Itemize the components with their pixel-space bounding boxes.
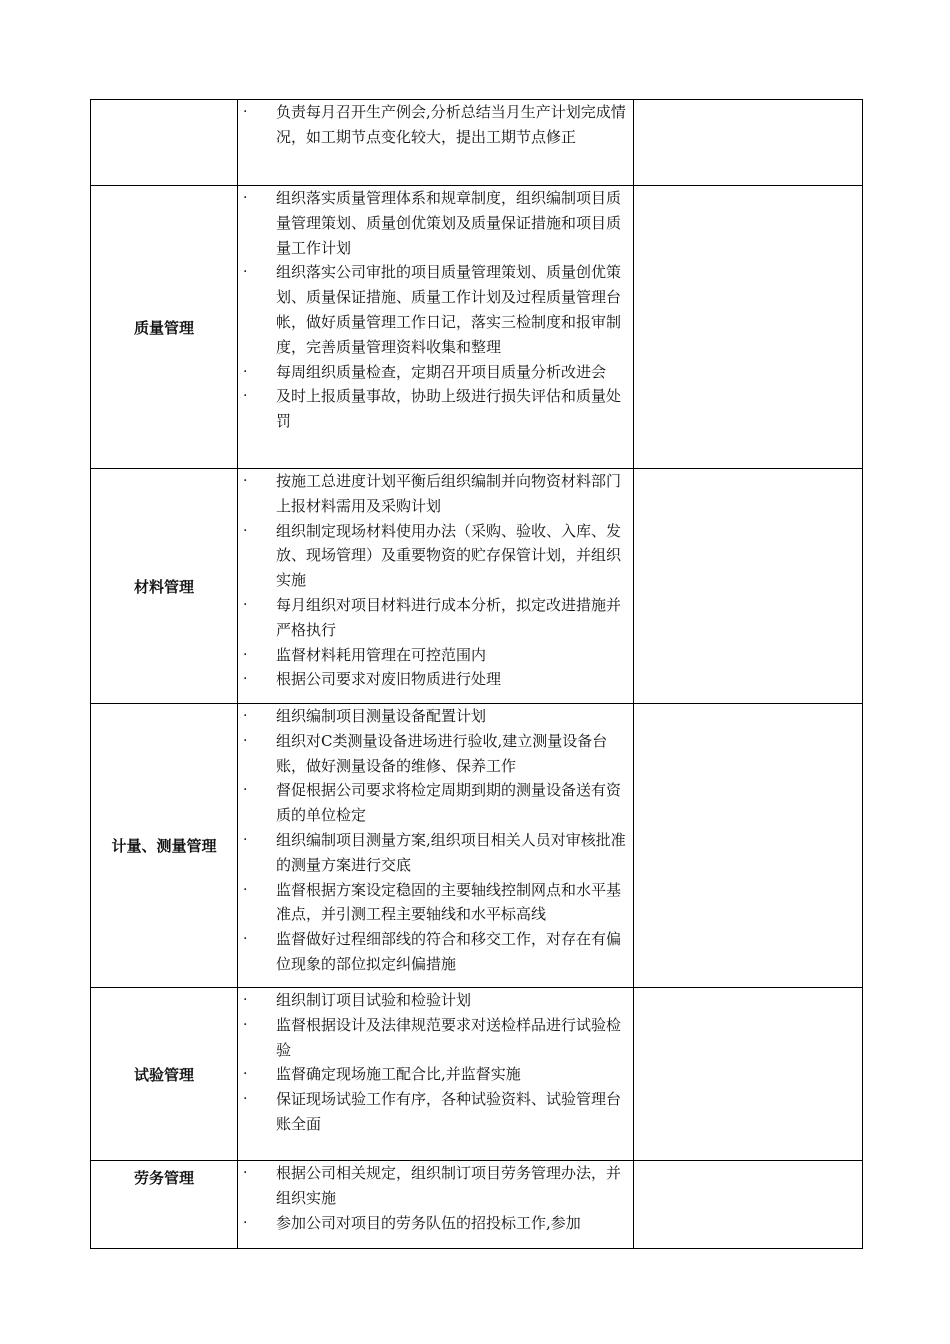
list-item — [238, 729, 633, 779]
bullet-icon: · — [243, 522, 248, 539]
duty-text: 组织落实公司审批的项目质量管理策划、质量创优策划、质量保证措施、质量工作计划及过程质量管理台帐，做好质量管理工作日记，落实三检制度和报审制度，完善质量管理资料收集和整理 — [276, 263, 622, 356]
list-item — [238, 1087, 633, 1137]
list-item — [238, 1211, 633, 1236]
duties-cell — [238, 988, 634, 1161]
duty-text: 组织对C类测量设备进场进行验收,建立测量设备台账，做好测量设备的维修、保养工作 — [276, 731, 608, 775]
bullet-icon: · — [243, 363, 248, 380]
table-row — [91, 469, 863, 704]
duty-text: 每月组织对项目材料进行成本分析，拟定改进措施并严格执行 — [276, 595, 622, 639]
duty-text: 根据公司相关规定，组织制订项目劳务管理办法，并组织实施 — [276, 1164, 622, 1207]
duty-text: 保证现场试验工作有序，各种试验资料、试验管理台账全面 — [276, 1090, 622, 1133]
duty-text: 组织制订项目试验和检验计划 — [276, 991, 472, 1009]
bullet-icon: · — [243, 992, 248, 1008]
duty-text: 监督做好过程细部线的符合和移交工作，对存在有偏位现象的部位拟定纠偏措施 — [276, 930, 622, 973]
list-item — [238, 100, 633, 150]
bullet-icon: · — [243, 1214, 248, 1231]
bullet-icon: · — [243, 708, 248, 724]
category-cell: 材料管理 — [91, 469, 238, 704]
list-item — [238, 1161, 633, 1211]
table-row — [91, 988, 863, 1161]
duty-list — [238, 186, 633, 434]
duty-text: 组织编制项目测量方案,组织项目相关人员对审核批准的测量方案进行交底 — [276, 830, 626, 874]
bullet-icon: · — [243, 388, 248, 405]
list-item — [238, 667, 633, 692]
duty-text: 组织编制项目测量设备配置计划 — [276, 707, 487, 725]
list-item — [238, 927, 633, 977]
duties-cell — [238, 469, 634, 704]
bullet-icon: · — [243, 473, 248, 489]
duty-list — [238, 988, 633, 1137]
bullet-icon: · — [243, 104, 248, 120]
bullet-icon: · — [243, 1016, 248, 1033]
bullet-icon: · — [243, 671, 248, 688]
bullet-icon: · — [243, 732, 248, 749]
duty-text: 根据公司要求对废旧物质进行处理 — [276, 670, 502, 689]
category-cell — [91, 100, 238, 186]
category-cell: 试验管理 — [91, 988, 238, 1161]
duty-text: 参加公司对项目的劳务队伍的招投标工作,参加 — [276, 1213, 581, 1232]
bullet-icon: · — [243, 1066, 248, 1083]
empty-cell — [634, 186, 863, 469]
bullet-icon: · — [243, 831, 248, 848]
bullet-icon: · — [243, 264, 248, 281]
bullet-icon: · — [243, 190, 248, 206]
list-item — [238, 360, 633, 385]
duties-cell — [238, 1161, 634, 1249]
list-item — [238, 593, 633, 643]
empty-cell — [634, 1161, 863, 1249]
duty-text: 每周组织质量检查，定期召开项目质量分析改进会 — [276, 362, 607, 381]
bullet-icon: · — [243, 1165, 248, 1181]
table-row — [91, 1161, 863, 1249]
list-item — [238, 1013, 633, 1063]
bullet-icon: · — [243, 931, 248, 948]
duties-cell — [238, 704, 634, 988]
list-item — [238, 828, 633, 878]
duty-text: 监督确定现场施工配合比,并监督实施 — [276, 1065, 521, 1084]
duties-cell — [238, 100, 634, 186]
category-cell: 劳务管理 — [91, 1161, 238, 1249]
bullet-icon: · — [243, 596, 248, 613]
list-item — [238, 519, 633, 593]
list-item — [238, 1062, 633, 1087]
duty-text: 及时上报质量事故，协助上级进行损失评估和质量处罚 — [276, 387, 622, 431]
responsibility-table — [90, 99, 863, 1249]
empty-cell — [634, 988, 863, 1161]
duty-text: 督促根据公司要求将检定周期到期的测量设备送有资质的单位检定 — [276, 781, 622, 825]
bullet-icon: · — [243, 782, 248, 799]
empty-cell — [634, 100, 863, 186]
list-item — [238, 260, 633, 359]
list-item — [238, 643, 633, 668]
list-item — [238, 988, 633, 1013]
list-item — [238, 878, 633, 928]
list-item — [238, 384, 633, 434]
category-cell: 计量、测量管理 — [91, 704, 238, 988]
empty-cell — [634, 469, 863, 704]
duty-text: 监督根据方案设定稳固的主要轴线控制网点和水平基准点，并引测工程主要轴线和水平标高线 — [276, 880, 622, 924]
list-item — [238, 778, 633, 828]
table-row — [91, 186, 863, 469]
bullet-icon: · — [243, 881, 248, 898]
category-cell: 质量管理 — [91, 186, 238, 469]
list-item — [238, 469, 633, 519]
bullet-icon: · — [243, 1091, 248, 1108]
table-row — [91, 100, 863, 186]
duty-text: 按施工总进度计划平衡后组织编制并向物资材料部门上报材料需用及采购计划 — [276, 472, 622, 515]
empty-cell — [634, 704, 863, 988]
duty-text: 组织制定现场材料使用办法（采购、验收、入库、发放、现场管理）及重要物资的贮存保管计划，并组织实施 — [276, 521, 622, 590]
duty-text: 负责每月召开生产例会,分析总结当月生产计划完成情况，如工期节点变化较大，提出工期节点修正 — [276, 103, 626, 146]
list-item — [238, 704, 633, 729]
list-item — [238, 186, 633, 260]
duties-cell — [238, 186, 634, 469]
duty-list — [238, 469, 633, 692]
duty-list — [238, 704, 633, 977]
duty-list — [238, 1161, 633, 1235]
table-row — [91, 704, 863, 988]
duty-list — [238, 100, 633, 150]
duty-text: 监督根据设计及法律规范要求对送检样品进行试验检验 — [276, 1015, 622, 1059]
duty-text: 组织落实质量管理体系和规章制度，组织编制项目质量管理策划、质量创优策划及质量保证措施和项目质量工作计划 — [276, 189, 622, 257]
bullet-icon: · — [243, 646, 248, 663]
duty-text: 监督材料耗用管理在可控范围内 — [276, 645, 487, 664]
